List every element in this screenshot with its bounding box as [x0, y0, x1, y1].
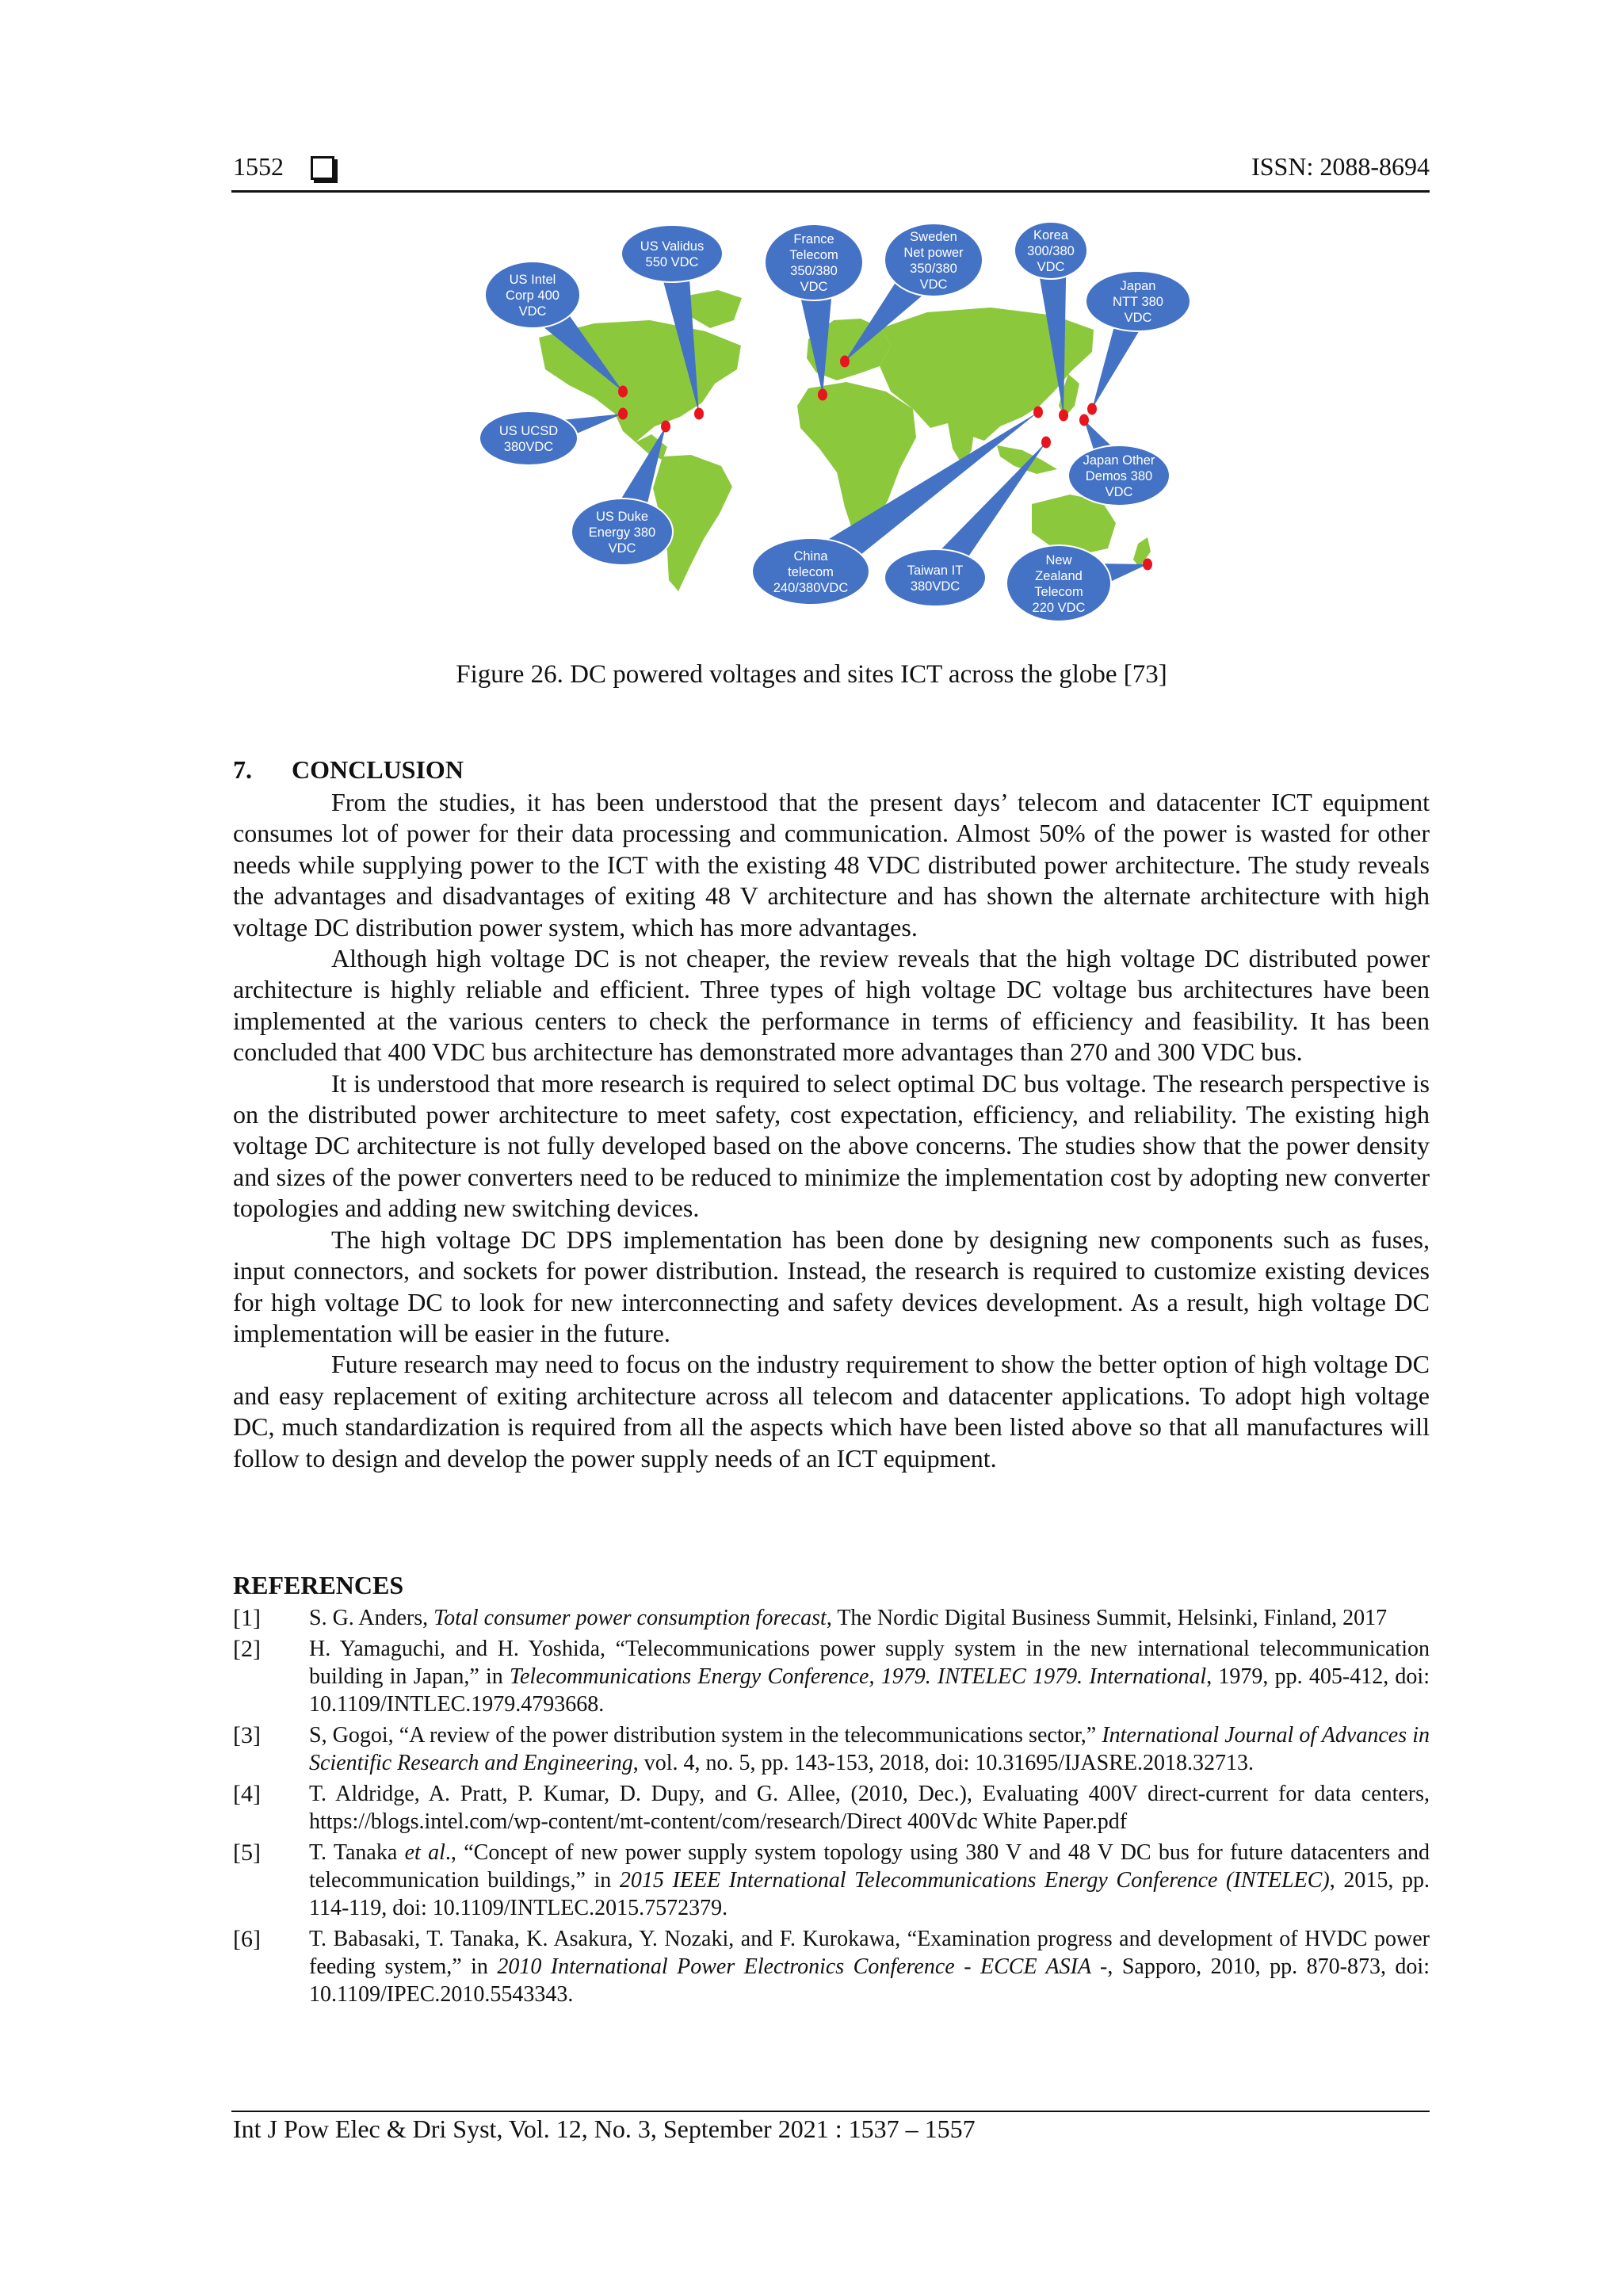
- site-marker-china: [1033, 407, 1043, 418]
- callout-label-line: 220 VDC: [1032, 601, 1086, 615]
- callout-bubble: [621, 225, 723, 282]
- reference-number: [2]: [233, 1636, 261, 1662]
- header-rule: [231, 190, 1430, 193]
- reference-item: [233, 1721, 1430, 1777]
- reference-text: [309, 1635, 1430, 1718]
- reference-text-part: S. G. Anders,: [309, 1606, 434, 1630]
- reference-text-part: , The Nordic Digital Business Summit, Helsinki, Finland, 2017: [826, 1606, 1388, 1630]
- reference-number: [1]: [233, 1605, 261, 1631]
- conclusion-paragraph: The high voltage DC DPS implementation has been done by designing new components such as fuses, input connectors, and sockets for power distribution. Instead, the research is required to customize existing devices for high voltage DC to look for new interconnecting and safety devices development. As a result, high voltage DC implementation will be easier in the future.: [233, 1224, 1430, 1347]
- callout-label-line: US Intel: [509, 273, 556, 287]
- reference-number: [4]: [233, 1781, 261, 1807]
- callout-label-line: 300/380: [1027, 244, 1075, 258]
- site-callout-us-ucsd: [479, 411, 578, 465]
- callout-label-line: China: [793, 549, 828, 563]
- conclusion-section: [233, 754, 1430, 1474]
- page-number: 1552: [233, 152, 284, 181]
- conclusion-paragraph: Although high voltage DC is not cheaper, the review reveals that the high voltage DC distributed power architecture is highly reliable and efficient. Three types of high voltage DC voltage bus architectures have been implemented at the various centers to check the performance in terms of efficiency and feasibility. It has been concluded that 400 VDC bus architecture has demonstrated more advantages than 270 and 300 VDC bus.: [233, 944, 1430, 1067]
- callout-label-line: telecom: [788, 565, 834, 579]
- callout-label-line: US Duke: [595, 510, 649, 524]
- journal-citation: Int J Pow Elec & Dri Syst, Vol. 12, No. 3, September 2021 : 1537 – 1557: [233, 2115, 976, 2143]
- reference-number: [5]: [233, 1839, 261, 1866]
- reference-text: [309, 1604, 1430, 1632]
- reference-text-part: , 1979, pp. 405-412, doi: 10.1109/INTLEC.1979.4793668.: [309, 1664, 1430, 1717]
- site-marker-sweden: [840, 356, 850, 368]
- world-map-svg: [468, 219, 1197, 631]
- callout-label-line: 350/380: [790, 264, 838, 278]
- callout-label-line: Telecom: [1034, 585, 1083, 599]
- reference-text-part: S, Gogoi, “A review of the power distribution system in the telecommunications sector,”: [309, 1723, 1102, 1748]
- callout-label-line: Demos 380: [1085, 469, 1153, 483]
- site-callout-taiwan: [884, 549, 986, 606]
- callout-label-line: Taiwan IT: [907, 563, 964, 578]
- site-marker-us-duke: [661, 421, 670, 433]
- reference-italic-part: 2010 International Power Electronics Conference - ECCE ASIA -: [497, 1954, 1108, 1979]
- callout-bubble: [884, 549, 986, 606]
- reference-italic-part: 2015 IEEE International Telecommunications Energy Conference (INTELEC): [619, 1868, 1330, 1893]
- site-callout-japan-ntt: [1086, 271, 1190, 331]
- site-callout-new-zealand: [1006, 545, 1111, 621]
- callout-label-line: Japan Other: [1083, 453, 1155, 468]
- world-map-figure: [468, 219, 1197, 631]
- callout-label-line: Energy 380: [588, 525, 656, 540]
- site-callout-sweden: [884, 223, 983, 296]
- site-marker-japan-other: [1079, 415, 1089, 426]
- section-number: 7.: [233, 755, 252, 784]
- callout-label-line: Net power: [903, 246, 964, 260]
- reference-text: [309, 1839, 1430, 1922]
- site-marker-france: [818, 389, 827, 401]
- reference-text: [309, 1721, 1430, 1777]
- reference-italic-part: Telecommunications Energy Conference, 1979. INTELEC 1979. International: [510, 1664, 1207, 1689]
- conclusion-paragraph: Future research may need to focus on the industry requirement to show the better option of high voltage DC and easy replacement of exiting architecture across all telecom and datacenter applications. To adopt high voltage DC, much standardization is required from all the aspects which have been listed above so that all manufactures will follow to design and develop the power supply needs of an ICT equipment.: [233, 1350, 1430, 1473]
- callout-label-line: US UCSD: [498, 424, 559, 438]
- site-callout-japan-other: [1068, 445, 1170, 506]
- callout-label-line: Corp 400: [506, 288, 559, 303]
- callout-label-line: VDC: [608, 541, 636, 556]
- site-marker-korea: [1059, 410, 1068, 422]
- conclusion-paragraph: From the studies, it has been understood that the present days’ telecom and datacenter ICT equipment consumes lot of power for their data processing and communication. Almost 50% of the power is wasted for other needs while supplying power to the ICT with the existing 48 VDC distributed power architecture. The study reveals the advantages and disadvantages of exiting 48 V architecture and has shown the alternate architecture with high voltage DC distribution power system, which has more advantages.: [233, 788, 1430, 942]
- callout-bubble: [479, 411, 578, 465]
- site-marker-us-ucsd: [618, 408, 628, 420]
- reference-text: [309, 1780, 1430, 1836]
- callout-label-line: VDC: [1124, 311, 1152, 325]
- square-bullet-icon: [311, 156, 334, 180]
- site-marker-new-zealand: [1143, 559, 1152, 571]
- references-section: [233, 1569, 1430, 2011]
- issn-label: ISSN: 2088-8694: [1251, 152, 1430, 181]
- conclusion-paragraph: It is understood that more research is required to select optimal DC bus voltage. The research perspective is on the distributed power architecture to meet safety, cost expectation, efficiency, and reliability. The existing high voltage DC architecture is not fully developed based on the above concerns. The studies show that the power density and sizes of the power converters need to be reduced to minimize the implementation cost by adopting new converter topologies and adding new switching devices.: [233, 1068, 1430, 1223]
- reference-number: [3]: [233, 1722, 261, 1748]
- reference-text-part: T. Tanaka: [309, 1840, 405, 1865]
- callout-label-line: Sweden: [910, 230, 957, 244]
- reference-item: [233, 1839, 1430, 1922]
- site-callout-china: [752, 538, 869, 605]
- conclusion-heading: [233, 754, 1430, 785]
- callout-label-line: VDC: [518, 304, 547, 319]
- site-callout-us-duke: [571, 499, 673, 565]
- reference-item: [233, 1780, 1430, 1836]
- reference-text-part: T. Aldridge, A. Pratt, P. Kumar, D. Dupy, and G. Allee, (2010, Dec.), Evaluating 400V direct-current for data centers, https://blogs.intel.com/wp-content/mt-content/com/research/Direct 400Vdc White Paper.pdf: [309, 1782, 1430, 1834]
- reference-text-part: ., “Concept of new power supply system topology using 380 V and 48 V DC bus for future datacenters and telecommunication buildings,” in: [309, 1840, 1430, 1893]
- site-marker-us-intel: [618, 386, 628, 398]
- callout-label-line: VDC: [800, 280, 828, 294]
- site-marker-japan-ntt: [1087, 403, 1097, 415]
- figure-caption: Figure 26. DC powered voltages and sites ICT across the globe [73]: [456, 660, 1167, 689]
- reference-list: [233, 1604, 1430, 2008]
- site-callout-korea: [1014, 222, 1087, 279]
- reference-text-part: H. Yamaguchi, and H. Yoshida, “Telecommunications power supply system in the new international telecommunication building in Japan,” in: [309, 1637, 1430, 1689]
- reference-text-part: , Sapporo, 2010, pp. 870-873, doi: 10.1109/IPEC.2010.5543343.: [309, 1954, 1430, 2007]
- references-heading: REFERENCES: [233, 1571, 404, 1599]
- callout-label-line: 240/380VDC: [773, 581, 849, 595]
- reference-italic-part: International Journal of Advances in Scientific Research and Engineering: [309, 1723, 1430, 1775]
- callout-label-line: New: [1045, 553, 1072, 567]
- site-callout-france: [765, 224, 863, 300]
- site-callout-us-intel: [485, 262, 580, 328]
- reference-item: [233, 1604, 1430, 1632]
- callout-label-line: Japan: [1120, 279, 1156, 293]
- reference-text-part: , 2015, pp. 114-119, doi: 10.1109/INTLEC.2015.7572379.: [309, 1868, 1430, 1920]
- reference-item: [233, 1635, 1430, 1718]
- callout-label-line: VDC: [1105, 485, 1133, 499]
- callout-label-line: VDC: [919, 277, 948, 292]
- callout-label-line: 380VDC: [503, 440, 554, 454]
- callout-label-line: 550 VDC: [645, 255, 699, 269]
- footer-rule: [231, 2111, 1430, 2112]
- reference-text-part: T. Babasaki, T. Tanaka, K. Asakura, Y. Nozaki, and F. Kurokawa, “Examination progress and development of HVDC power feeding system,” in: [309, 1927, 1430, 1979]
- callout-label-line: US Validus: [640, 239, 705, 254]
- site-marker-taiwan: [1041, 437, 1051, 449]
- site-callout-us-validus: [621, 225, 723, 282]
- section-title: CONCLUSION: [292, 755, 464, 784]
- callout-label-line: France: [793, 232, 834, 246]
- page-header-left: [233, 152, 334, 181]
- reference-italic-part: et al: [404, 1840, 445, 1865]
- reference-number: [6]: [233, 1926, 261, 1952]
- reference-text: [309, 1925, 1430, 2008]
- callout-label-line: VDC: [1037, 260, 1065, 274]
- callout-label-line: 380VDC: [910, 579, 960, 594]
- callout-label-line: Korea: [1033, 228, 1069, 243]
- reference-text-part: , vol. 4, no. 5, pp. 143-153, 2018, doi: 10.31695/IJASRE.2018.32713.: [632, 1751, 1254, 1775]
- site-marker-us-validus: [694, 408, 704, 420]
- callout-label-line: 350/380: [910, 262, 957, 276]
- callout-label-line: Zealand: [1035, 569, 1083, 583]
- callout-label-line: NTT 380: [1113, 295, 1163, 309]
- reference-italic-part: Total consumer power consumption forecast: [433, 1606, 827, 1630]
- callout-label-line: Telecom: [789, 248, 838, 262]
- reference-item: [233, 1925, 1430, 2008]
